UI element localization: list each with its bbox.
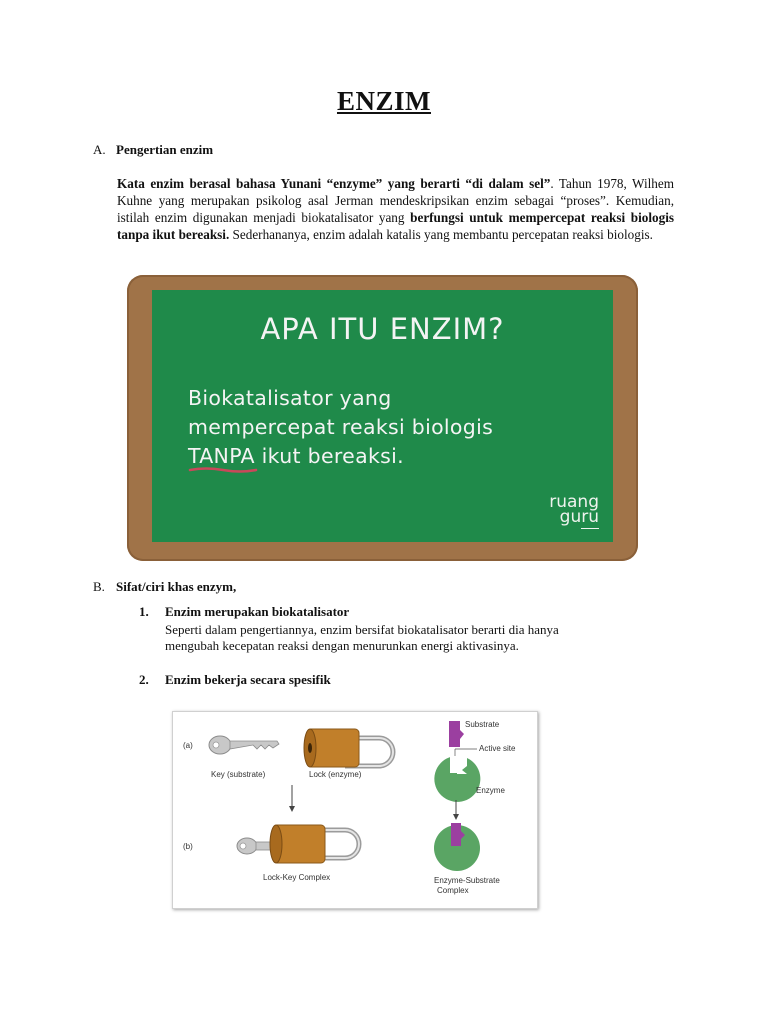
section-b-letter: B. — [93, 579, 105, 594]
item-2-title: Enzim bekerja secara spesifik — [165, 672, 331, 687]
item-1-title: Enzim merupakan biokatalisator — [165, 604, 350, 619]
section-a-letter: A. — [93, 142, 106, 157]
lock-key-diagram — [173, 712, 537, 908]
item-1-desc-line-2: mengubah kecepatan reaksi dengan menurunkan energi aktivasinya. — [165, 638, 519, 653]
logo-top: ruang — [549, 492, 599, 512]
section-b-title: Sifat/ciri khas enzym, — [116, 579, 237, 594]
chalkboard-image — [127, 275, 638, 561]
enzyme-substrate-complex-icon — [434, 823, 480, 871]
definition-text-2: Sederhananya, enzim adalah katalis yang membantu percepatan reaksi biologis. — [229, 227, 653, 242]
label-a: (a) — [183, 741, 193, 750]
section-a-heading — [93, 142, 213, 158]
lock-key-figure — [172, 711, 538, 909]
item-1-desc-line-1: Seperti dalam pengertiannya, enzim bersifat biokatalisator berarti dia hanya — [165, 622, 559, 637]
item-1-number: 1. — [139, 604, 149, 619]
lock-key-complex-label: Lock-Key Complex — [263, 873, 331, 882]
board-line-2: mempercepat reaksi biologis — [188, 415, 494, 439]
tanpa-underline — [188, 467, 258, 473]
section-b-heading — [93, 579, 236, 595]
board-line-1: Biokatalisator yang — [188, 386, 392, 410]
logo-bottom: guru — [559, 507, 599, 527]
substrate-icon — [449, 721, 464, 747]
substrate-label: Substrate — [465, 720, 500, 729]
chalkboard-surface — [152, 290, 613, 542]
board-heading: APA ITU ENZIM? — [260, 312, 505, 346]
down-arrow-right-icon — [453, 800, 459, 820]
es-complex-label-2: Complex — [437, 886, 469, 895]
lock-icon — [304, 729, 393, 767]
enzyme-icon — [434, 756, 480, 802]
active-site-label: Active site — [479, 744, 516, 753]
item-2-number: 2. — [139, 672, 149, 687]
label-b: (b) — [183, 842, 193, 851]
definition-text-1: . Tahun 1978, Wilhem Kuhne yang merupakan psikolog asal Jerman mendeskripsikan enzim sebagai “proses”. Kemudian, istilah enzim digunakan menjadi biokatalisator yang — [117, 176, 674, 225]
lock-key-complex-icon — [237, 825, 359, 863]
definition-bold-1: Kata enzim berasal bahasa Yunani “enzyme” yang berarti “di dalam sel” — [117, 176, 551, 191]
page-title: ENZIM — [336, 86, 431, 116]
enzyme-label: Enzyme — [476, 786, 505, 795]
section-a-title: Pengertian enzim — [116, 142, 214, 157]
lock-label: Lock (enzyme) — [309, 770, 362, 779]
logo-rule — [581, 528, 599, 529]
es-complex-label-1: Enzyme-Substrate — [434, 876, 500, 885]
ruangguru-logo — [529, 492, 599, 527]
key-icon — [209, 736, 279, 754]
board-line-3: TANPA ikut bereaksi. — [188, 444, 404, 468]
down-arrow-icon — [289, 785, 295, 812]
key-label: Key (substrate) — [211, 770, 266, 779]
definition-bold-2: berfungsi untuk mempercepat reaksi biologis tanpa ikut bereaksi. — [117, 210, 674, 242]
definition-paragraph — [117, 175, 674, 243]
